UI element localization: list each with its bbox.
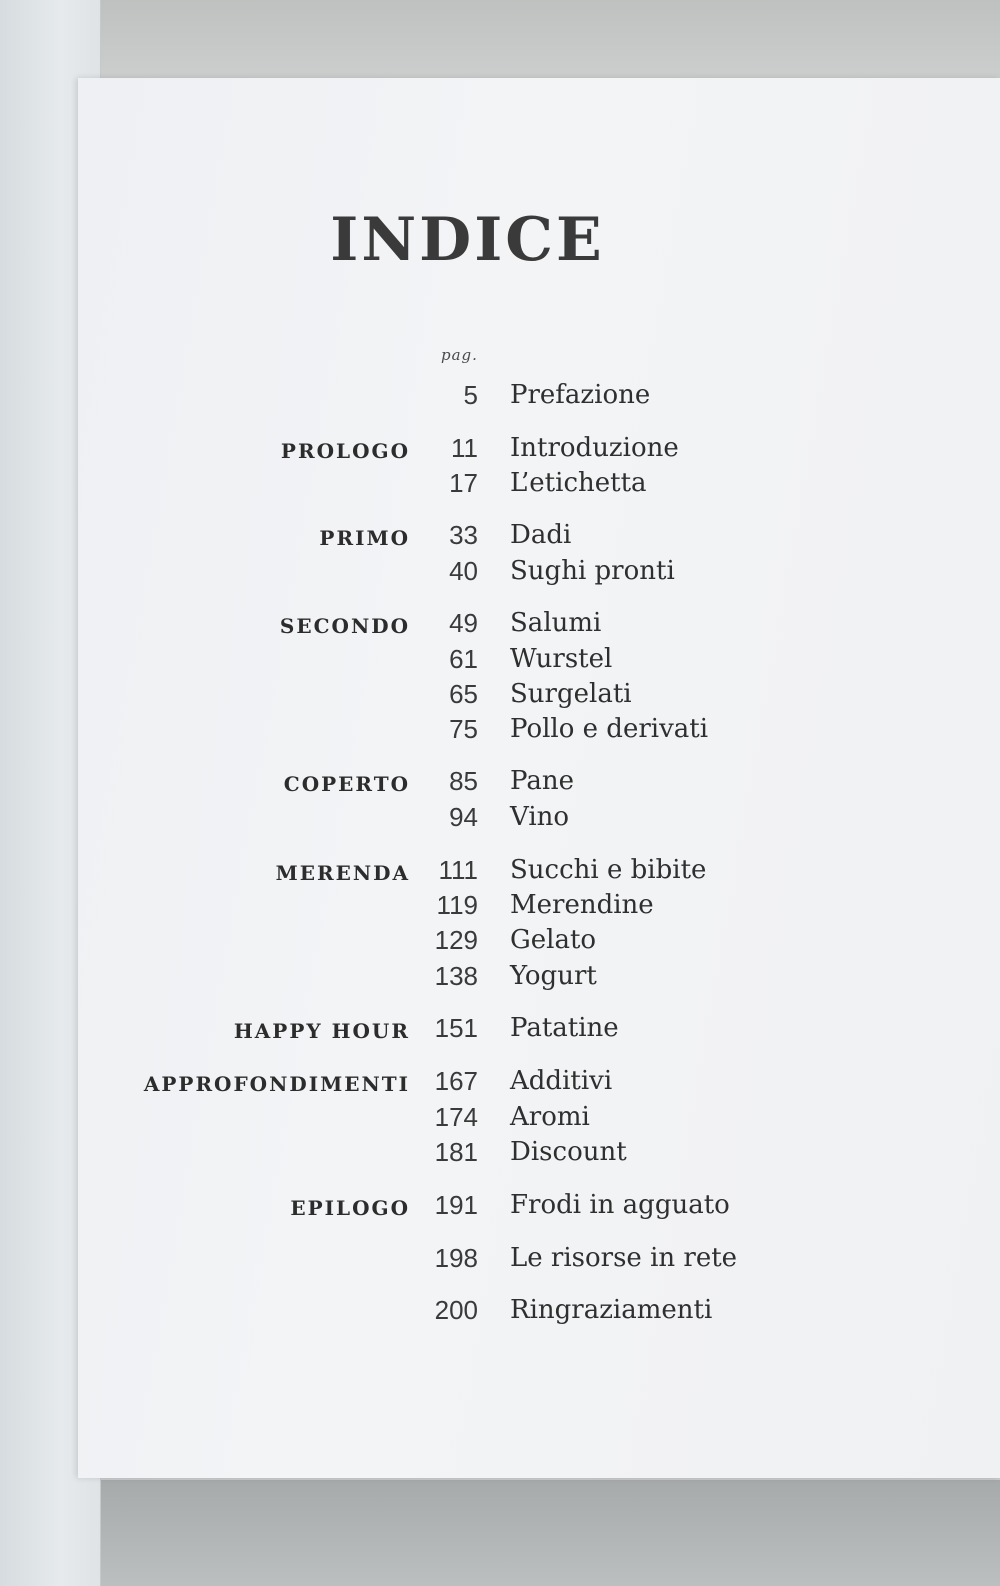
toc-page-number: 75 — [449, 714, 478, 744]
toc-entry-title: Le risorse in rete — [510, 1243, 738, 1273]
toc-entry-title: Prefazione — [510, 380, 651, 410]
toc-page-number: 11 — [451, 433, 478, 463]
toc-row — [0, 1190, 1000, 1226]
toc-row — [0, 714, 1000, 750]
toc-entry-title: L’etichetta — [510, 468, 647, 498]
toc-section-label: COPERTO — [283, 772, 410, 796]
toc-page-number: 181 — [434, 1137, 478, 1167]
toc-section-label: APPROFONDIMENTI — [143, 1072, 410, 1096]
toc-page-number: 94 — [449, 802, 478, 832]
toc-entry-title: Introduzione — [510, 433, 679, 463]
toc-row — [0, 1013, 1000, 1049]
toc-entry-title: Yogurt — [510, 961, 597, 991]
toc-section-label: PROLOGO — [280, 439, 410, 463]
toc-entry-title: Surgelati — [510, 679, 632, 709]
toc-row — [0, 433, 1000, 469]
toc-page-number: 49 — [449, 608, 478, 638]
toc-page-number: 33 — [449, 520, 478, 550]
toc-entry-title: Frodi in agguato — [510, 1190, 730, 1220]
toc-entry-title: Sughi pronti — [510, 556, 675, 586]
toc-row — [0, 520, 1000, 556]
toc-page-number: 174 — [434, 1102, 478, 1132]
toc-row — [0, 679, 1000, 715]
toc-entry-title: Patatine — [510, 1013, 619, 1043]
toc-row — [0, 890, 1000, 926]
toc-page-number: 200 — [434, 1295, 478, 1325]
toc-row — [0, 925, 1000, 961]
page-title: INDICE — [330, 205, 605, 275]
toc-entry-title: Succhi e bibite — [510, 855, 707, 885]
toc-page-number: 138 — [434, 961, 478, 991]
toc-entry-title: Pollo e derivati — [510, 714, 709, 744]
toc-entry-title: Additivi — [510, 1066, 613, 1096]
toc-page-number: 65 — [449, 679, 478, 709]
toc-section-label: PRIMO — [319, 526, 410, 550]
toc-page-number: 167 — [434, 1066, 478, 1096]
toc-entry-title: Ringraziamenti — [510, 1295, 713, 1325]
toc-page-number: 151 — [434, 1013, 478, 1043]
toc-row — [0, 380, 1000, 416]
toc-entry-title: Discount — [510, 1137, 627, 1167]
toc-entry-title: Aromi — [510, 1102, 590, 1132]
toc-row — [0, 1102, 1000, 1138]
toc-row — [0, 1243, 1000, 1279]
toc-row — [0, 1295, 1000, 1331]
toc-page-number: 85 — [449, 766, 478, 796]
toc-entry-title: Vino — [510, 802, 570, 832]
toc-row — [0, 608, 1000, 644]
toc-row — [0, 468, 1000, 504]
toc-section-label: SECONDO — [279, 614, 410, 638]
toc-row — [0, 802, 1000, 838]
toc-entry-title: Salumi — [510, 608, 602, 638]
page-column-label: pag. — [441, 346, 478, 364]
toc-section-label: MERENDA — [275, 861, 410, 885]
toc-row — [0, 961, 1000, 997]
toc-page-number: 119 — [436, 890, 478, 920]
toc-page-number: 111 — [438, 855, 478, 885]
toc-row — [0, 1137, 1000, 1173]
toc-entry-title: Merendine — [510, 890, 654, 920]
toc-page-number: 129 — [434, 925, 478, 955]
toc-section-label: HAPPY HOUR — [233, 1019, 410, 1043]
toc-page-number: 5 — [463, 380, 478, 410]
toc-row — [0, 855, 1000, 891]
toc-row — [0, 1066, 1000, 1102]
toc-entry-title: Dadi — [510, 520, 572, 550]
toc-page-number: 40 — [449, 556, 478, 586]
toc-page-number: 61 — [449, 644, 478, 674]
background-bottom — [0, 1480, 1000, 1586]
toc-entry-title: Gelato — [510, 925, 597, 955]
toc-page-number: 17 — [449, 468, 478, 498]
toc-row — [0, 644, 1000, 680]
toc-page-number: 191 — [434, 1190, 478, 1220]
toc-row — [0, 556, 1000, 592]
toc-page-number: 198 — [434, 1243, 478, 1273]
toc-row — [0, 766, 1000, 802]
toc-entry-title: Pane — [510, 766, 574, 796]
toc-entry-title: Wurstel — [510, 644, 613, 674]
toc-section-label: EPILOGO — [290, 1196, 410, 1220]
